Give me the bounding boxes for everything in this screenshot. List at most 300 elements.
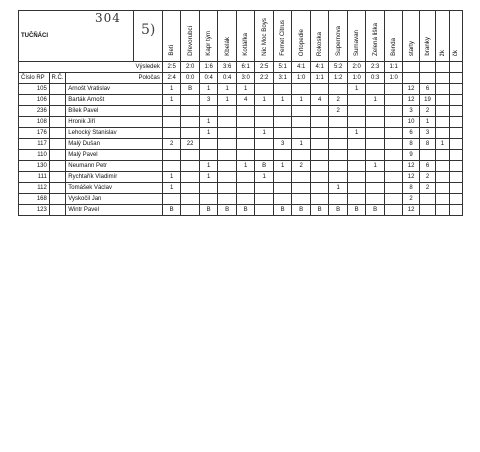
match-cell bbox=[366, 150, 385, 161]
match-cell bbox=[366, 139, 385, 150]
match-cell bbox=[384, 150, 403, 161]
player-name: Tomášek Václav bbox=[66, 183, 163, 194]
match-cell bbox=[329, 117, 348, 128]
match-cell: 1 bbox=[292, 95, 311, 106]
stat-cell bbox=[449, 84, 462, 95]
player-no: 123 bbox=[19, 205, 50, 216]
result-cell: 3:6 bbox=[218, 62, 237, 73]
match-cell bbox=[199, 150, 218, 161]
stat-cell: 2 bbox=[403, 194, 419, 205]
player-row bbox=[19, 172, 463, 183]
stat-name: branky bbox=[424, 37, 432, 56]
match-cell bbox=[162, 194, 181, 205]
match-cell bbox=[384, 172, 403, 183]
match-cell bbox=[218, 150, 237, 161]
rc-cell bbox=[49, 194, 65, 205]
match-cell: 1 bbox=[199, 172, 218, 183]
player-row bbox=[19, 84, 463, 95]
team-header bbox=[255, 11, 274, 62]
stat-cell: 8 bbox=[419, 139, 435, 150]
team-name: Nic Moc Boys bbox=[260, 18, 268, 56]
stat-header bbox=[403, 11, 419, 62]
match-cell: 1 bbox=[162, 172, 181, 183]
empty-cell bbox=[419, 73, 435, 84]
empty-cell bbox=[403, 73, 419, 84]
stat-cell bbox=[436, 205, 449, 216]
stat-cell: 19 bbox=[419, 95, 435, 106]
match-cell bbox=[310, 161, 329, 172]
stat-cell bbox=[436, 84, 449, 95]
stat-cell bbox=[436, 194, 449, 205]
match-cell bbox=[199, 183, 218, 194]
match-cell: 1 bbox=[347, 84, 366, 95]
player-no: 111 bbox=[19, 172, 50, 183]
stat-cell: 12 bbox=[403, 172, 419, 183]
match-cell bbox=[310, 194, 329, 205]
stat-name: žk bbox=[438, 49, 446, 56]
match-cell bbox=[384, 205, 403, 216]
match-cell: 1 bbox=[218, 84, 237, 95]
stat-cell: 6 bbox=[403, 128, 419, 139]
match-cell: B bbox=[255, 161, 274, 172]
match-cell bbox=[181, 95, 200, 106]
match-cell bbox=[218, 161, 237, 172]
match-cell bbox=[218, 128, 237, 139]
team-header bbox=[347, 11, 366, 62]
match-cell bbox=[384, 106, 403, 117]
match-cell: 4 bbox=[310, 95, 329, 106]
match-cell bbox=[366, 172, 385, 183]
match-cell: 3 bbox=[273, 139, 292, 150]
result-cell: 6:1 bbox=[236, 62, 255, 73]
stat-cell bbox=[449, 205, 462, 216]
handwritten-mark: 5) bbox=[141, 22, 156, 38]
empty-cell bbox=[449, 73, 462, 84]
team-header bbox=[236, 11, 255, 62]
player-name: Rychtařík Vladimír bbox=[66, 172, 163, 183]
halftime-label: Poločas bbox=[66, 73, 163, 84]
team-header bbox=[366, 11, 385, 62]
empty-cell bbox=[449, 62, 462, 73]
match-cell bbox=[218, 172, 237, 183]
match-cell bbox=[384, 183, 403, 194]
match-cell bbox=[384, 161, 403, 172]
match-cell bbox=[236, 150, 255, 161]
match-cell bbox=[162, 128, 181, 139]
result-cell: 2:0 bbox=[181, 62, 200, 73]
rc-cell bbox=[49, 172, 65, 183]
rc-cell bbox=[49, 183, 65, 194]
match-cell bbox=[347, 161, 366, 172]
match-cell bbox=[310, 183, 329, 194]
match-cell bbox=[181, 183, 200, 194]
match-cell: 2 bbox=[292, 161, 311, 172]
match-cell: 1 bbox=[255, 95, 274, 106]
halftime-cell: 1:2 bbox=[329, 73, 348, 84]
stat-cell bbox=[449, 139, 462, 150]
match-cell: 1 bbox=[199, 117, 218, 128]
player-row bbox=[19, 183, 463, 194]
player-name: Malý Dušan bbox=[66, 139, 163, 150]
stat-cell: 1 bbox=[436, 139, 449, 150]
empty-cell bbox=[403, 62, 419, 73]
match-cell bbox=[273, 172, 292, 183]
rc-cell bbox=[49, 205, 65, 216]
stat-name: čk bbox=[452, 49, 460, 56]
match-cell bbox=[199, 139, 218, 150]
empty-cell bbox=[436, 73, 449, 84]
match-cell bbox=[218, 117, 237, 128]
match-cell bbox=[292, 194, 311, 205]
match-cell: B bbox=[218, 205, 237, 216]
stat-cell bbox=[436, 106, 449, 117]
result-cell: 1:1 bbox=[384, 62, 403, 73]
match-cell: 4 bbox=[236, 95, 255, 106]
match-cell bbox=[292, 150, 311, 161]
match-cell: B bbox=[236, 205, 255, 216]
match-cell bbox=[366, 194, 385, 205]
halftime-cell: 1:0 bbox=[292, 73, 311, 84]
stat-cell: 2 bbox=[419, 106, 435, 117]
match-cell bbox=[347, 183, 366, 194]
match-cell bbox=[162, 150, 181, 161]
stat-name: starty bbox=[407, 40, 415, 56]
rc-cell bbox=[49, 84, 65, 95]
redacted-area bbox=[98, 26, 126, 50]
match-cell bbox=[218, 106, 237, 117]
player-row bbox=[19, 150, 463, 161]
result-cell: 2:0 bbox=[347, 62, 366, 73]
match-cell bbox=[181, 205, 200, 216]
team-header bbox=[310, 11, 329, 62]
team-header bbox=[292, 11, 311, 62]
match-cell bbox=[310, 84, 329, 95]
results-label: Výsledek bbox=[19, 62, 163, 73]
stat-cell bbox=[449, 194, 462, 205]
stat-cell: 12 bbox=[403, 205, 419, 216]
match-cell bbox=[273, 128, 292, 139]
stat-cell: 1 bbox=[419, 117, 435, 128]
match-cell: 1 bbox=[199, 84, 218, 95]
match-cell bbox=[273, 194, 292, 205]
match-cell bbox=[329, 161, 348, 172]
match-cell bbox=[236, 172, 255, 183]
match-cell bbox=[329, 194, 348, 205]
team-header bbox=[162, 11, 181, 62]
team-header bbox=[329, 11, 348, 62]
match-cell bbox=[236, 117, 255, 128]
team-name: Fernet Citrus bbox=[279, 20, 287, 56]
result-cell: 5:2 bbox=[329, 62, 348, 73]
match-cell bbox=[347, 95, 366, 106]
halftime-cell: 1:0 bbox=[347, 73, 366, 84]
stat-cell bbox=[449, 128, 462, 139]
match-cell bbox=[273, 183, 292, 194]
player-no: 168 bbox=[19, 194, 50, 205]
stat-cell: 6 bbox=[419, 84, 435, 95]
player-no: 105 bbox=[19, 84, 50, 95]
match-cell bbox=[218, 183, 237, 194]
rc-header: R.Č. bbox=[49, 73, 65, 84]
match-cell: 1 bbox=[347, 128, 366, 139]
halftime-cell: 1:0 bbox=[384, 73, 403, 84]
scoresheet-table bbox=[18, 10, 463, 216]
match-cell: 1 bbox=[236, 161, 255, 172]
stat-cell: 12 bbox=[403, 95, 419, 106]
stat-header bbox=[449, 11, 462, 62]
player-row bbox=[19, 128, 463, 139]
stat-header bbox=[436, 11, 449, 62]
match-cell bbox=[162, 117, 181, 128]
stat-cell bbox=[436, 161, 449, 172]
match-cell bbox=[366, 84, 385, 95]
player-no: 112 bbox=[19, 183, 50, 194]
handwritten-number: 304 bbox=[95, 11, 121, 25]
match-cell: 2 bbox=[162, 139, 181, 150]
player-name: Wintr Pavel bbox=[66, 205, 163, 216]
match-cell: B bbox=[329, 205, 348, 216]
stat-cell bbox=[449, 161, 462, 172]
match-cell: 1 bbox=[218, 95, 237, 106]
match-cell bbox=[236, 106, 255, 117]
stat-header bbox=[419, 11, 435, 62]
match-cell bbox=[310, 150, 329, 161]
match-cell: 1 bbox=[366, 161, 385, 172]
match-cell: 22 bbox=[181, 139, 200, 150]
match-cell: 2 bbox=[329, 106, 348, 117]
match-cell: 1 bbox=[199, 161, 218, 172]
match-cell bbox=[255, 194, 274, 205]
rc-cell bbox=[49, 95, 65, 106]
match-cell bbox=[366, 183, 385, 194]
rc-cell bbox=[49, 128, 65, 139]
stat-cell bbox=[436, 128, 449, 139]
match-cell bbox=[366, 117, 385, 128]
player-row bbox=[19, 117, 463, 128]
match-cell: 1 bbox=[292, 139, 311, 150]
result-cell: 1:6 bbox=[199, 62, 218, 73]
match-cell bbox=[384, 84, 403, 95]
match-cell bbox=[255, 150, 274, 161]
match-cell bbox=[384, 139, 403, 150]
match-cell bbox=[347, 194, 366, 205]
match-cell bbox=[236, 183, 255, 194]
stat-cell bbox=[436, 172, 449, 183]
match-cell: 2 bbox=[329, 95, 348, 106]
stat-cell bbox=[449, 95, 462, 106]
player-no: 110 bbox=[19, 150, 50, 161]
match-cell bbox=[384, 128, 403, 139]
player-no: 117 bbox=[19, 139, 50, 150]
stat-cell bbox=[449, 172, 462, 183]
team-header bbox=[218, 11, 237, 62]
match-cell bbox=[218, 194, 237, 205]
halftime-cell: 2:4 bbox=[162, 73, 181, 84]
match-cell bbox=[347, 117, 366, 128]
match-cell bbox=[236, 194, 255, 205]
match-cell bbox=[199, 194, 218, 205]
match-cell bbox=[347, 150, 366, 161]
result-cell: 2:5 bbox=[162, 62, 181, 73]
team-name: Beti bbox=[168, 45, 176, 56]
match-cell bbox=[162, 161, 181, 172]
team-header bbox=[181, 11, 200, 62]
player-row bbox=[19, 161, 463, 172]
stat-cell bbox=[419, 194, 435, 205]
match-cell bbox=[329, 84, 348, 95]
match-cell bbox=[273, 117, 292, 128]
match-cell bbox=[199, 106, 218, 117]
match-cell bbox=[181, 150, 200, 161]
match-cell bbox=[292, 128, 311, 139]
rc-cell bbox=[49, 106, 65, 117]
stat-cell bbox=[419, 150, 435, 161]
match-cell bbox=[181, 117, 200, 128]
stat-cell: 2 bbox=[419, 172, 435, 183]
match-cell bbox=[255, 84, 274, 95]
match-cell bbox=[384, 117, 403, 128]
match-cell: 1 bbox=[199, 128, 218, 139]
halftime-cell: 3:1 bbox=[273, 73, 292, 84]
team-name: Šumavan bbox=[353, 29, 361, 56]
team-header bbox=[384, 11, 403, 62]
match-cell bbox=[384, 194, 403, 205]
match-cell: B bbox=[199, 205, 218, 216]
match-cell: 1 bbox=[162, 95, 181, 106]
team-name: Ortopedie bbox=[297, 28, 305, 56]
match-cell: 1 bbox=[273, 95, 292, 106]
match-cell bbox=[255, 139, 274, 150]
match-cell: B bbox=[292, 205, 311, 216]
match-cell: B bbox=[162, 205, 181, 216]
team-header bbox=[199, 11, 218, 62]
match-cell: 1 bbox=[162, 84, 181, 95]
match-cell: 1 bbox=[329, 183, 348, 194]
match-cell bbox=[292, 117, 311, 128]
match-cell bbox=[162, 106, 181, 117]
halftime-cell: 0:0 bbox=[181, 73, 200, 84]
match-cell: 1 bbox=[366, 95, 385, 106]
player-row bbox=[19, 205, 463, 216]
player-row bbox=[19, 194, 463, 205]
stat-cell bbox=[436, 117, 449, 128]
match-cell: 1 bbox=[236, 84, 255, 95]
stat-cell bbox=[436, 183, 449, 194]
match-cell bbox=[310, 117, 329, 128]
stat-cell: 2 bbox=[419, 183, 435, 194]
stat-cell: 10 bbox=[403, 117, 419, 128]
match-cell bbox=[347, 139, 366, 150]
match-cell bbox=[273, 84, 292, 95]
match-cell bbox=[255, 117, 274, 128]
empty-cell bbox=[419, 62, 435, 73]
match-cell bbox=[181, 128, 200, 139]
halftime-cell: 1:1 bbox=[310, 73, 329, 84]
match-cell bbox=[181, 194, 200, 205]
stat-cell: 3 bbox=[419, 128, 435, 139]
match-cell: 1 bbox=[255, 172, 274, 183]
match-cell bbox=[218, 139, 237, 150]
halftime-cell: 0:4 bbox=[199, 73, 218, 84]
match-cell bbox=[181, 161, 200, 172]
stat-cell bbox=[449, 183, 462, 194]
match-cell bbox=[329, 128, 348, 139]
match-cell: B bbox=[310, 205, 329, 216]
match-cell bbox=[347, 106, 366, 117]
player-name: Arnošt Vratislav bbox=[66, 84, 163, 95]
match-cell bbox=[310, 172, 329, 183]
empty-cell bbox=[436, 62, 449, 73]
match-cell bbox=[329, 172, 348, 183]
team-name: Benda bbox=[390, 38, 398, 56]
match-cell bbox=[236, 128, 255, 139]
halftime-cell: 2:2 bbox=[255, 73, 274, 84]
player-no: 176 bbox=[19, 128, 50, 139]
halftime-cell: 3:0 bbox=[236, 73, 255, 84]
stat-cell: 6 bbox=[419, 161, 435, 172]
match-cell bbox=[384, 95, 403, 106]
player-name: Neumann Petr bbox=[66, 161, 163, 172]
match-cell bbox=[273, 106, 292, 117]
match-cell bbox=[255, 106, 274, 117]
stat-cell bbox=[436, 150, 449, 161]
stat-cell bbox=[436, 95, 449, 106]
match-cell bbox=[310, 128, 329, 139]
team-header bbox=[273, 11, 292, 62]
match-cell bbox=[255, 183, 274, 194]
halftime-cell: 0:3 bbox=[366, 73, 385, 84]
result-cell: 2:3 bbox=[366, 62, 385, 73]
match-cell bbox=[329, 139, 348, 150]
stat-cell: 8 bbox=[403, 139, 419, 150]
match-cell: 3 bbox=[199, 95, 218, 106]
match-cell: 1 bbox=[273, 161, 292, 172]
rc-cell bbox=[49, 139, 65, 150]
match-cell bbox=[347, 172, 366, 183]
match-cell: B bbox=[273, 205, 292, 216]
match-cell bbox=[236, 139, 255, 150]
match-cell bbox=[181, 106, 200, 117]
match-cell: 1 bbox=[255, 128, 274, 139]
player-row bbox=[19, 106, 463, 117]
halftime-cell: 0:4 bbox=[218, 73, 237, 84]
player-no-header: Číslo RP bbox=[19, 73, 50, 84]
match-cell bbox=[329, 150, 348, 161]
rc-cell bbox=[49, 117, 65, 128]
match-cell bbox=[292, 84, 311, 95]
match-cell bbox=[310, 139, 329, 150]
match-cell: B bbox=[181, 84, 200, 95]
team-title: TUČŇÁCI bbox=[19, 11, 134, 62]
match-cell bbox=[292, 172, 311, 183]
match-cell: B bbox=[366, 205, 385, 216]
match-cell: B bbox=[347, 205, 366, 216]
result-cell: 4:1 bbox=[292, 62, 311, 73]
player-no: 108 bbox=[19, 117, 50, 128]
match-cell bbox=[310, 106, 329, 117]
stat-cell bbox=[449, 117, 462, 128]
rc-cell bbox=[49, 150, 65, 161]
stat-cell bbox=[449, 150, 462, 161]
player-row bbox=[19, 95, 463, 106]
match-cell bbox=[366, 106, 385, 117]
player-no: 130 bbox=[19, 161, 50, 172]
player-name: Lehocký Stanislav bbox=[66, 128, 163, 139]
team-name: Supernova bbox=[334, 26, 342, 56]
match-cell bbox=[181, 172, 200, 183]
team-name: Rokoska bbox=[316, 31, 324, 56]
player-name: Barták Arnošt bbox=[66, 95, 163, 106]
